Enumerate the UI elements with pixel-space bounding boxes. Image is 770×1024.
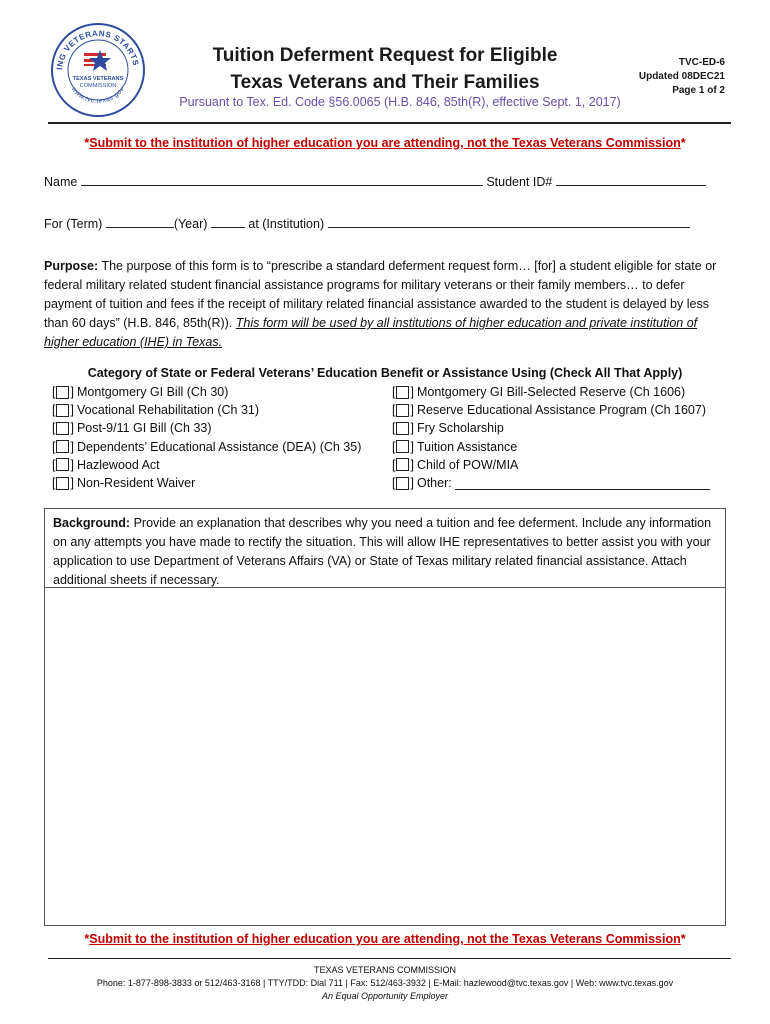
footer-equal-opportunity: An Equal Opportunity Employer [321,991,449,1001]
submit-note-text: Submit to the institution of higher education you are attending, not the Texas Veterans Commission [89,932,681,946]
background-instructions [53,514,721,590]
benefit-label: Tuition Assistance [416,439,518,454]
form-updated: Updated 08DEC21 [638,71,725,82]
benefit-label: Montgomery GI Bill-Selected Reserve (Ch 1606) [416,385,686,400]
checkbox[interactable]: [ ] [392,439,414,454]
benefit-option-other[interactable] [392,474,710,492]
footer-org: TEXAS VETERANS COMMISSION [313,965,457,975]
background-box [44,508,726,926]
checkbox[interactable]: [ ] [52,457,74,472]
checkbox[interactable]: [ ] [392,421,414,436]
benefit-label: Hazlewood Act [76,457,160,472]
category-left-column [52,383,361,492]
checkbox[interactable]: [ ] [392,457,414,472]
benefit-option[interactable] [52,401,361,419]
institution-label: at (Institution) [248,217,325,231]
year-field[interactable] [211,215,245,228]
category-right-column [392,383,710,492]
benefit-option[interactable] [52,456,361,474]
background-label: Background: [53,516,131,530]
benefit-option[interactable] [392,383,710,401]
checkbox[interactable]: [ ] [392,385,414,400]
submit-note-star: * [84,932,90,946]
student-id-label: Student ID# [486,175,553,189]
submit-note-top [40,136,730,150]
name-label: Name [44,175,78,189]
purpose-paragraph [44,257,734,352]
benefit-option[interactable] [392,438,710,456]
benefit-label: Post-9/11 GI Bill (Ch 33) [76,421,212,436]
benefit-label: Vocational Rehabilitation (Ch 31) [76,403,260,418]
form-subtitle: Pursuant to Tex. Ed. Code §56.0065 (H.B. 846, 85th(R), effective Sept. 1, 2017) [179,95,621,109]
category-heading: Category of State or Federal Veterans’ Education Benefit or Assistance Using (Check All That Apply) [87,366,683,380]
term-row [44,215,729,231]
form-title [165,42,605,96]
benefit-option[interactable] [52,383,361,401]
name-row [44,173,729,189]
institution-field[interactable] [328,215,690,228]
svg-text:www.tvc.texas.gov: www.tvc.texas.gov [69,85,127,105]
benefit-label: Dependents’ Educational Assistance (DEA) (Ch 35) [76,439,362,454]
submit-note-star: * [84,136,90,150]
background-text: Provide an explanation that describes why you need a tuition and fee deferment. Include any information on any attempts you have made to rectify the situation. This will allow IHE representatives to better assist you with your application to use Department of Veterans Affairs (VA) or State of Texas military related financial assistance. Attach additional sheets if necessary. [53,516,712,587]
purpose-text: The purpose of this form is to “prescribe a standard deferment request form… [for] a student eligible for state or federal military related student financial assistance programs for military veterans or their family members… to defer payment of tuition and fees if the receipt of military related financial assistance awarded to the student is delayed by less than 60 days” (H.B. 846, 85th(R)). [44,259,717,330]
footer-contact: Phone: 1-877-898-3833 or 512/463-3168 | TTY/TDD: Dial 711 | Fax: 512/463-3932 | E-Mail: hazlewood@tvc.texas.gov | Web: www.tvc.texas.gov [96,978,674,988]
year-label: (Year) [173,217,208,231]
benefit-label: Reserve Educational Assistance Program (Ch 1607) [416,403,707,418]
svg-text:TEXAS VETERANS: TEXAS VETERANS [72,76,124,82]
checkbox[interactable]: [ ] [52,439,74,454]
form-code: TVC-ED-6 [678,57,725,68]
term-field[interactable] [106,215,174,228]
checkbox[interactable]: [ ] [52,403,74,418]
checkbox[interactable]: [ ] [392,403,414,418]
submit-note-bottom [40,932,730,946]
submit-note-text: Submit to the institution of higher education you are attending, not the Texas Veterans Commission [89,136,681,150]
term-label: For (Term) [44,217,103,231]
benefit-option[interactable] [392,419,710,437]
benefit-label: Non-Resident Waiver [76,476,196,491]
benefit-option[interactable] [392,456,710,474]
benefit-label: Other: [416,476,452,491]
name-field[interactable] [81,173,483,186]
svg-text:COMMISSION: COMMISSION [79,83,117,89]
other-field[interactable] [455,477,710,490]
form-code-block [615,56,725,98]
purpose-label: Purpose: [44,259,99,273]
header-rule [48,122,731,124]
benefit-option[interactable] [52,419,361,437]
submit-note-star: * [680,932,686,946]
title-line-1: Tuition Deferment Request for Eligible [212,45,558,66]
background-response-area[interactable] [45,589,725,925]
checkbox[interactable]: [ ] [52,476,74,491]
purpose-emphasis: This form will be used by all institutions of higher education and private institution of higher education (IHE) in Texas. [44,316,698,349]
checkbox[interactable]: [ ] [392,476,414,491]
benefit-label: Fry Scholarship [416,421,504,436]
benefit-option[interactable] [52,474,361,492]
svg-text:HELPING VETERANS STARTS HERE: ING VETERANS STARTS [55,28,141,71]
background-divider [45,587,725,588]
footer-rule [48,958,731,959]
submit-note-star: * [680,136,686,150]
checkbox[interactable]: [ ] [52,385,74,400]
student-id-field[interactable] [556,173,706,186]
benefit-label: Montgomery GI Bill (Ch 30) [76,385,229,400]
checkbox[interactable]: [ ] [52,421,74,436]
title-line-2: Texas Veterans and Their Families [230,72,540,93]
page-number: Page 1 of 2 [672,85,725,96]
tvc-logo [48,20,148,120]
benefit-option[interactable] [52,438,361,456]
benefit-option[interactable] [392,401,710,419]
benefit-label: Child of POW/MIA [416,457,519,472]
